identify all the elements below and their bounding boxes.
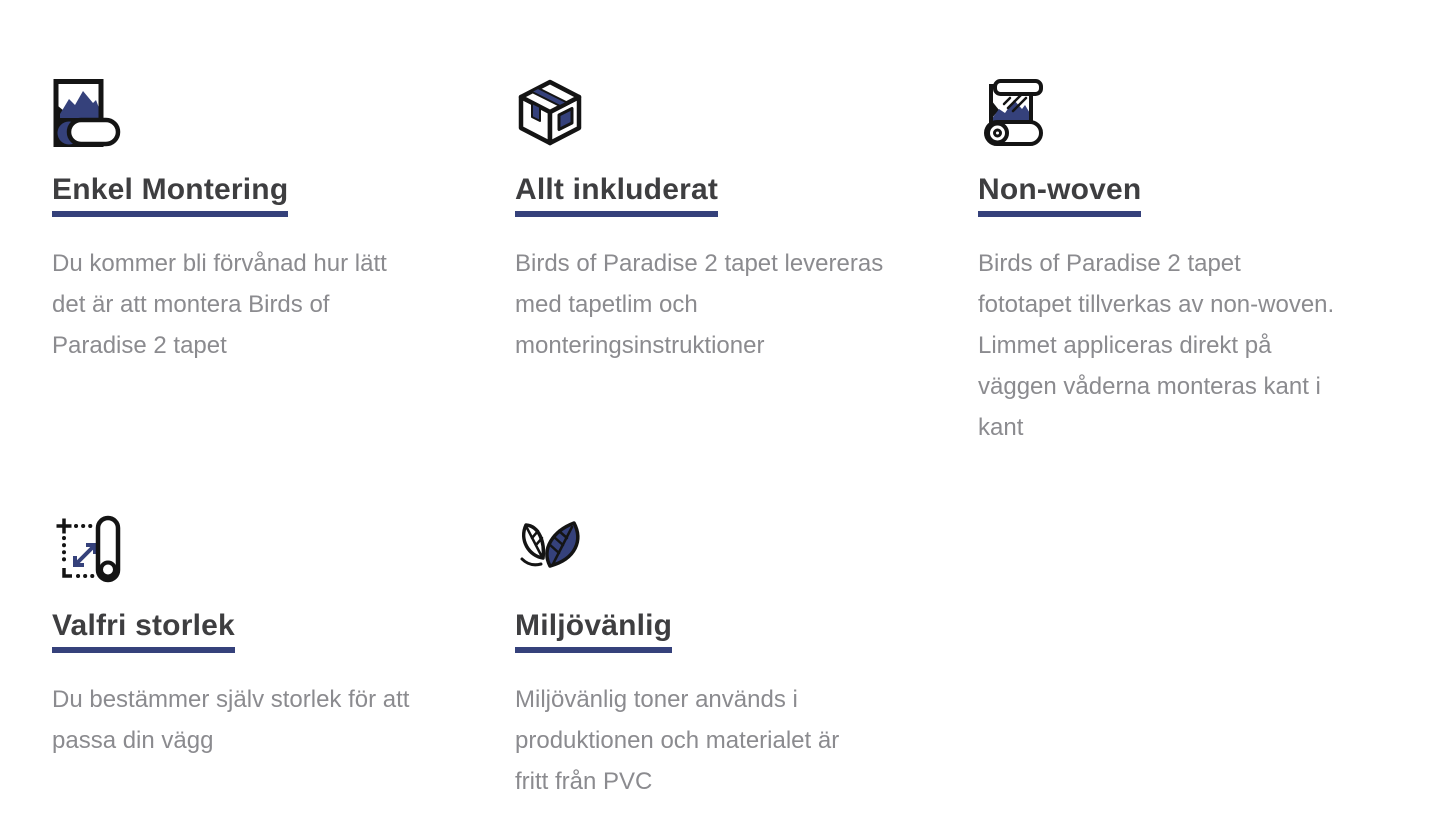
feature-title [52,611,482,653]
feature-title-text: Miljövänlig [515,611,672,653]
feature-title-text: Valfri storlek [52,611,235,653]
package-box-icon [515,78,945,148]
feature-title-text: Allt inkluderat [515,175,718,217]
eco-leaves-icon [515,514,945,584]
feature-description: Miljövänlig toner används i produktionen och materialet är fritt från PVC [515,686,840,795]
feature-description: Du bestämmer själv storlek för att passa din vägg [52,686,410,754]
feature-card-valfri-storlek [52,514,482,802]
feature-card-miljovanlig [515,514,945,802]
feature-title [978,175,1408,217]
feature-title-text: Enkel Montering [52,175,288,217]
feature-card-allt-inkluderat [515,78,945,448]
wallpaper-scroll-icon [978,78,1408,148]
feature-description: Du kommer bli förvånad hur lätt det är att montera Birds of Paradise 2 tapet [52,250,387,359]
size-measure-icon [52,514,482,584]
feature-description: Birds of Paradise 2 tapet fototapet tillverkas av non-woven. Limmet appliceras direkt på väggen våderna monteras kant i kant [978,250,1335,441]
feature-card-non-woven [978,78,1408,448]
feature-card-enkel-montering [52,78,482,448]
feature-title [52,175,482,217]
feature-title [515,611,945,653]
wallpaper-image-roll-icon [52,78,482,148]
feature-title [515,175,945,217]
feature-title-text: Non-woven [978,175,1141,217]
feature-description: Birds of Paradise 2 tapet levereras med tapetlim och monteringsinstruktioner [515,250,884,359]
